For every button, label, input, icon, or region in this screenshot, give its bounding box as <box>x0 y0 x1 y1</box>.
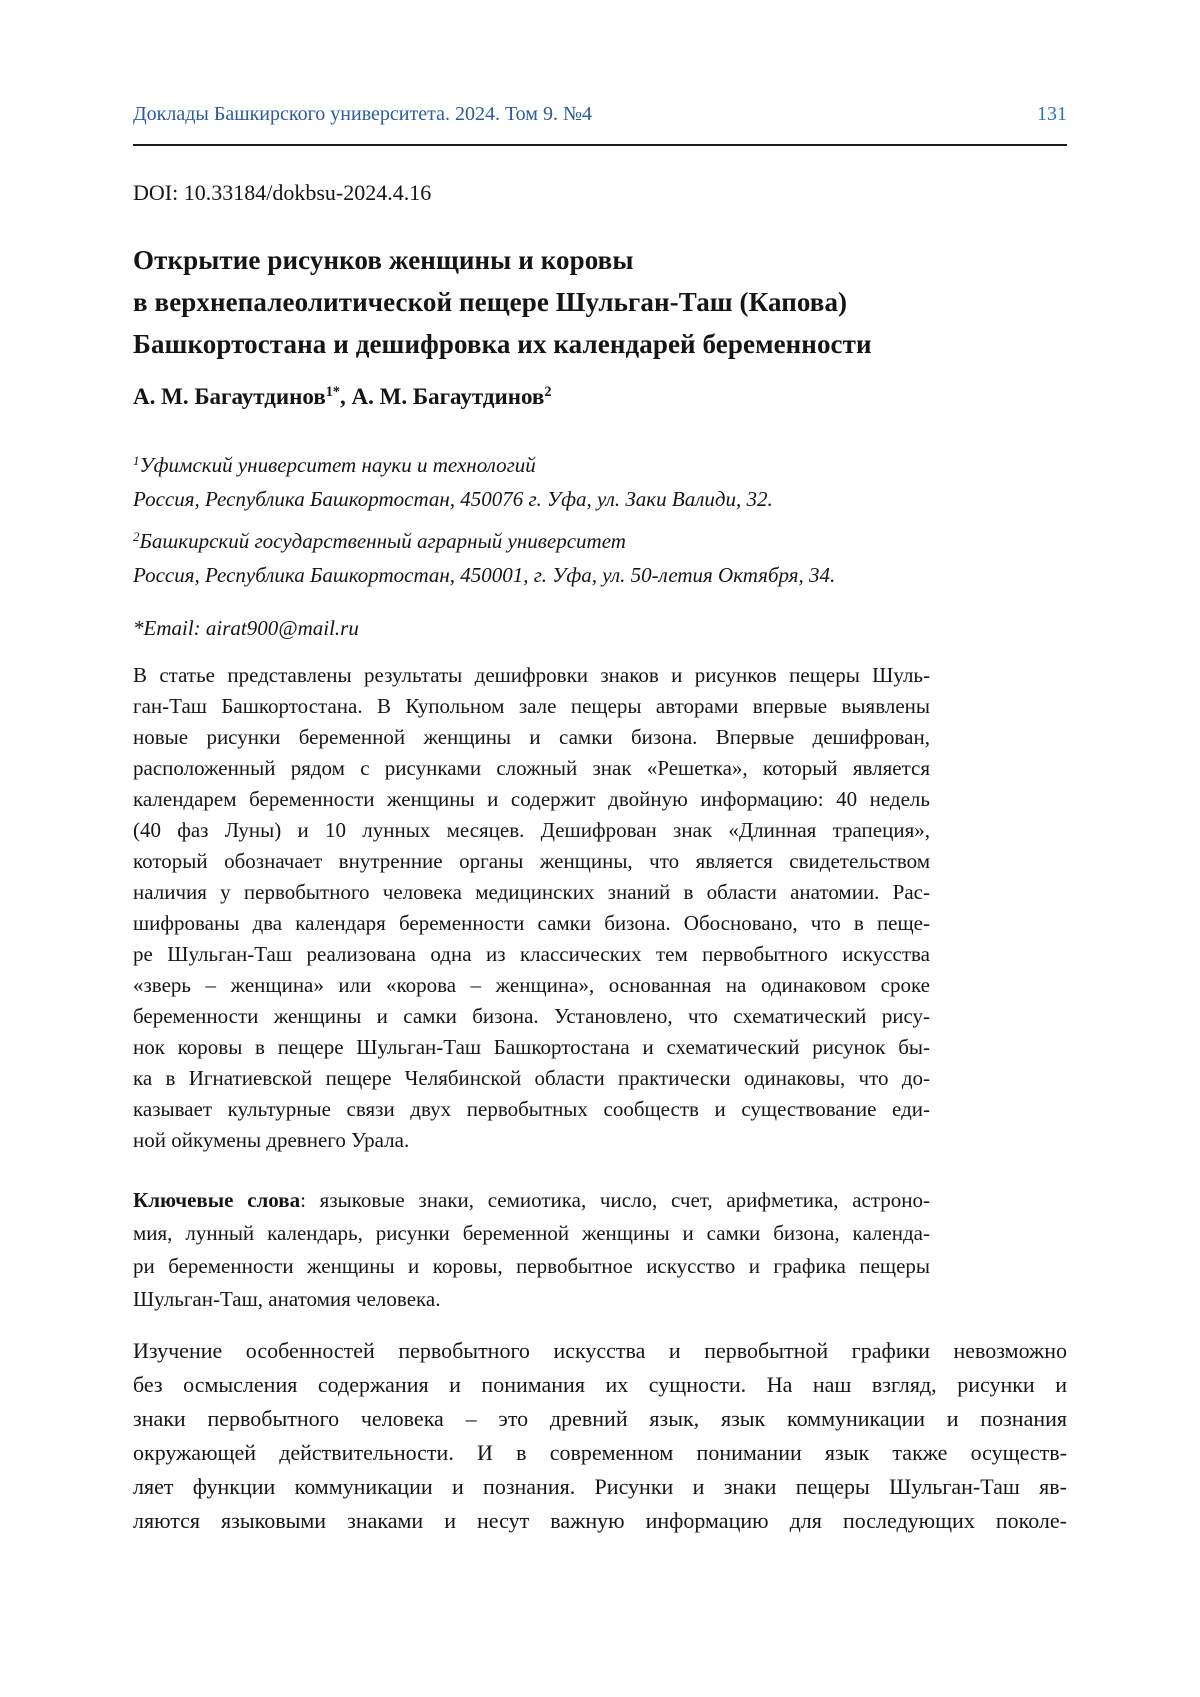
affiliation-2-name <box>133 524 1067 558</box>
keywords-line <box>133 1184 930 1217</box>
affiliation-1-institution: Уфимский университет науки и технологий <box>139 453 536 477</box>
header-rule <box>133 144 1067 146</box>
author-1-affiliation-mark: 1* <box>325 384 341 401</box>
abstract-line: ка в Игнатиевской пещере Челябинской области практически одинаковы, что до- <box>133 1066 930 1090</box>
article-title <box>133 239 1067 365</box>
abstract-line: ган-Таш Башкортостана. В Купольном зале пещеры авторами впервые выявлены <box>133 694 930 718</box>
keywords-label: Ключевые слова <box>133 1188 301 1212</box>
affiliation-1-name <box>133 448 1067 482</box>
body-line: Изучение особенностей первобытного искусства и первобытной графики невозможно <box>133 1338 1067 1363</box>
body-line: знаки первобытного человека – это древний язык, язык коммуникации и познания <box>133 1406 1067 1431</box>
authors-line <box>133 382 1067 412</box>
abstract-line: ре Шульган-Таш реализована одна из классических тем первобытного искусства <box>133 942 930 966</box>
author-2-affiliation-mark: 2 <box>544 384 552 401</box>
abstract-line: ной ойкумены древнего Урала. <box>133 1128 410 1152</box>
abstract-line: расположенный рядом с рисунками сложный знак «Решетка», который является <box>133 756 930 780</box>
affiliation-2 <box>133 524 1067 592</box>
body-line: ляются языковыми знаками и несут важную информацию для последующих поколе- <box>133 1508 1067 1533</box>
email-line: *Email: airat900@mail.ru <box>133 616 359 640</box>
keywords-line: мия, лунный календарь, рисунки беременной женщины и самки бизона, календа- <box>133 1221 930 1245</box>
abstract-line: казывает культурные связи двух первобытных сообществ и существование еди- <box>133 1097 930 1121</box>
journal-title-link[interactable]: Доклады Башкирского университета. 2024. Том 9. №4 <box>133 103 593 125</box>
abstract <box>133 660 930 1156</box>
abstract-line: новые рисунки беременной женщины и самки бизона. Впервые дешифрован, <box>133 725 930 749</box>
affiliation-2-institution: Башкирский государственный аграрный университет <box>139 529 626 553</box>
doi-line: DOI: 10.33184/dokbsu-2024.4.16 <box>133 180 432 205</box>
affiliation-2-address: Россия, Республика Башкортостан, 450001, г. Уфа, ул. 50-летия Октября, 34. <box>133 563 836 587</box>
keywords-first-rest: : языковые знаки, семиотика, число, счет, арифметика, астроно- <box>300 1188 930 1212</box>
abstract-line: календарем беременности женщины и содержит двойную информацию: 40 недель <box>133 787 930 811</box>
body-line: окружающей действительности. И в современном понимании язык также осуществ- <box>133 1440 1067 1465</box>
abstract-line: который обозначает внутренние органы женщины, что является свидетельством <box>133 849 930 873</box>
body-line: ляет функции коммуникации и познания. Рисунки и знаки пещеры Шульган-Таш яв- <box>133 1474 1067 1499</box>
article-title-line-1: Открытие рисунков женщины и коровы <box>133 245 634 275</box>
keywords <box>133 1184 930 1316</box>
abstract-line: «зверь – женщина» или «корова – женщина», основанная на одинаковом сроке <box>133 973 930 997</box>
author-2-name: А. М. Багаутдинов <box>351 384 545 409</box>
article-title-line-3: Башкортостана и дешифровка их календарей беременности <box>133 329 872 359</box>
affiliation-1-mark: 1 <box>133 452 140 468</box>
running-header <box>133 100 1067 128</box>
abstract-line: В статье представлены результаты дешифровки знаков и рисунков пещеры Шуль- <box>133 663 930 687</box>
abstract-line: беременности женщины и самки бизона. Установлено, что схематический рису- <box>133 1004 930 1028</box>
author-1-name: А. М. Багаутдинов <box>133 384 326 409</box>
abstract-line: шифрованы два календаря беременности самки бизона. Обосновано, что в пеще- <box>133 911 930 935</box>
abstract-line: наличия у первобытного человека медицинских знаний в области анатомии. Рас- <box>133 880 930 904</box>
affiliation-2-mark: 2 <box>133 528 140 544</box>
keywords-line: Шульган-Таш, анатомия человека. <box>133 1287 441 1311</box>
affiliation-1-address: Россия, Республика Башкортостан, 450076 г. Уфа, ул. Заки Валиди, 32. <box>133 487 773 511</box>
abstract-line: (40 фаз Луны) и 10 лунных месяцев. Дешифрован знак «Длинная трапеция», <box>133 818 930 842</box>
body-line: без осмысления содержания и понимания их сущности. На наш взгляд, рисунки и <box>133 1372 1067 1397</box>
article-title-line-2: в верхнепалеолитической пещере Шульган-Таш (Капова) <box>133 287 848 317</box>
abstract-line: нок коровы в пещере Шульган-Таш Башкортостана и схематический рисунок бы- <box>133 1035 930 1059</box>
page-number: 131 <box>1037 103 1067 125</box>
affiliation-1 <box>133 448 1067 516</box>
keywords-line: ри беременности женщины и коровы, первобытное искусство и графика пещеры <box>133 1254 930 1278</box>
authors-separator: , <box>340 384 352 409</box>
body-paragraph <box>133 1334 1067 1538</box>
